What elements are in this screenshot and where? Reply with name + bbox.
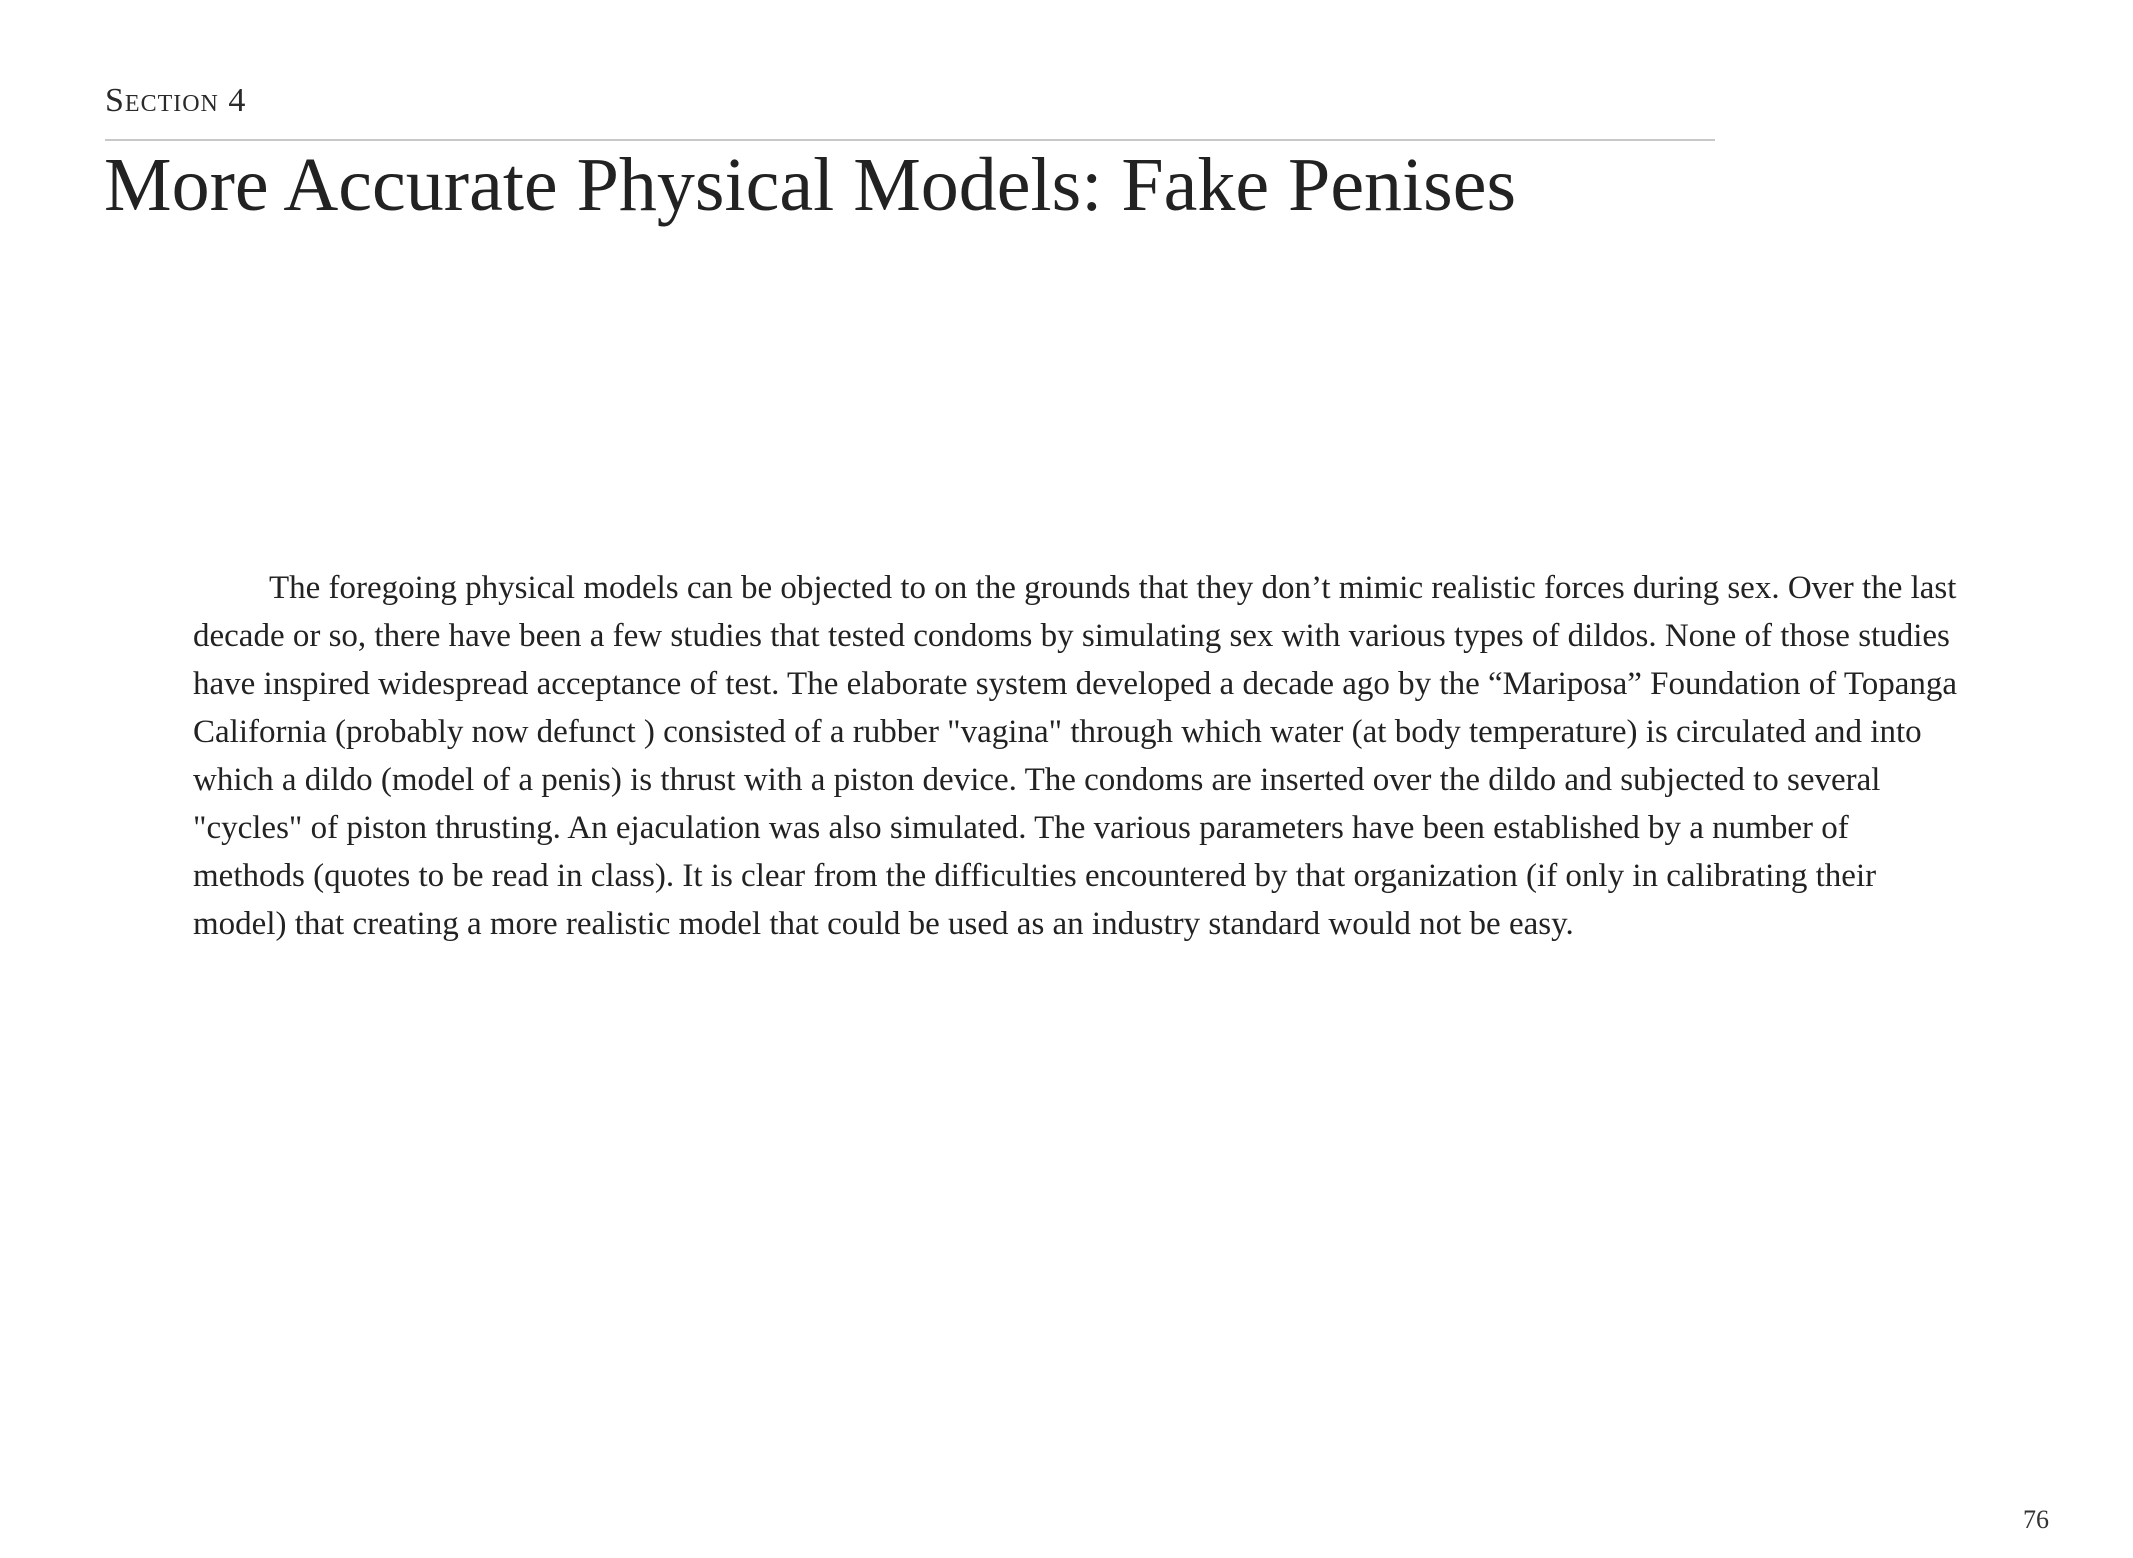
section-divider bbox=[105, 139, 1715, 141]
page-number: 76 bbox=[2023, 1505, 2049, 1534]
body-paragraph: The foregoing physical models can be objected to on the grounds that they don’t mimic realistic forces during sex. Over the last decade or so, there have been a few studies that tested condoms by simulating sex with various types of dildos. None of those studies have inspired widespread acceptance of test. The elaborate system developed a decade ago by the “Mariposa” Foundation of Topanga California (probably now defunct ) consisted of a rubber "vagina" through which water (at body temperature) is circulated and into which a dildo (model of a penis) is thrust with a piston device. The condoms are inserted over the dildo and subjected to several "cycles" of piston thrusting. An ejaculation was also simulated. The various parameters have been established by a number of methods (quotes to be read in class). It is clear from the difficulties encountered by that organization (if only in calibrating their model) that creating a more realistic model that could be used as an industry standard would not be easy. bbox=[193, 570, 1958, 942]
page-title: More Accurate Physical Models: Fake Penises bbox=[104, 143, 1517, 227]
section-label: Section 4 bbox=[105, 82, 247, 119]
